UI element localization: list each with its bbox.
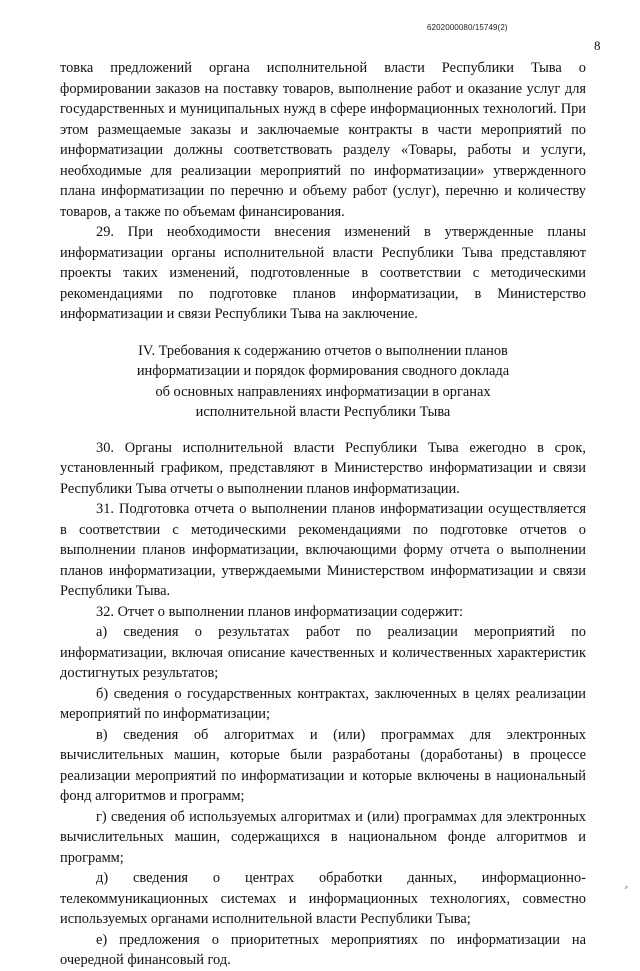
paragraph-continued: товка предложений органа исполнительной власти Республики Тыва о формировании заказов на поставку товаров, выполнение работ и оказание услуг для государственных и муниципальных нужд в сфере информационных технологий. При этом размещаемые заказы и заключаемые контракты в части мероприятий по информатизации должны соответствовать разделу «Товары, работы и услуги, необходимые для реализации мероприятий по информатизации» утвержденного плана информатизации по перечню и объему работ (услуг), перечню и количеству товаров, а также по объемам финансирования. bbox=[60, 60, 586, 220]
list-item-g: г) сведения об используемых алгоритмах и (или) программах для электронных вычислительных машин, содержащихся в национальном фонде алгоритмов и программ; bbox=[60, 808, 586, 866]
list-item-a: а) сведения о результатах работ по реализации мероприятий по информатизации, включая описание качественных и количественных характеристик достигнутых результатов; bbox=[60, 624, 586, 681]
document-code: 6202000080/15749(2) bbox=[427, 23, 508, 32]
list-item-e: е) предложения о приоритетных мероприятиях по информатизации на очередной финансовый год. bbox=[60, 931, 586, 968]
section-heading-line: исполнительной власти Республики Тыва bbox=[195, 404, 451, 420]
section-heading-line: информатизации и порядок формирования сводного доклада bbox=[136, 363, 510, 379]
scan-mark-icon: ⸗ bbox=[624, 882, 628, 893]
section-heading bbox=[60, 341, 586, 423]
page-content bbox=[60, 58, 586, 971]
paragraph-29: 29. При необходимости внесения изменений в утвержденные планы информатизации органы исполнительной власти Республики Тыва представляют проекты таких изменений, подготовленные в соответствии с методическими рекомендациями по подготовке планов информатизации, в Министерство информатизации и связи Республики Тыва на заключение. bbox=[60, 224, 586, 322]
section-heading-line: IV. Требования к содержанию отчетов о выполнении планов bbox=[138, 342, 508, 359]
list-item-b: б) сведения о государственных контрактах, заключенных в целях реализации мероприятий по информатизации; bbox=[60, 685, 586, 722]
paragraph-32: 32. Отчет о выполнении планов информатизации содержит: bbox=[96, 603, 463, 620]
section-heading-line: об основных направлениях информатизации в органах bbox=[155, 383, 491, 400]
paragraph-31: 31. Подготовка отчета о выполнении планов информатизации осуществляется в соответствии с методическими рекомендациями по подготовке отчетов о выполнении планов информатизации, включающими форму отчета о выполнении планов информатизации, утверждаемыми Министерством информатизации и связи Республики Тыва. bbox=[60, 501, 586, 599]
list-item-v: в) сведения об алгоритмах и (или) программах для электронных вычислительных машин, которые были разработаны (доработаны) в процессе реализации мероприятий по информатизации и которые включены в национальный фонд алгоритмов и программ; bbox=[60, 726, 586, 804]
page-number: 8 bbox=[594, 38, 601, 53]
paragraph-30: 30. Органы исполнительной власти Республики Тыва ежегодно в срок, установленный графиком, представляют в Министерство информатизации и связи Республики Тыва отчеты о выполнении планов информатизации. bbox=[60, 439, 586, 497]
list-item-d: д) сведения о центрах обработки данных, информационно-телекоммуникационных системах и информационных технологиях, совместно используемых органами исполнительной власти Республики Тыва; bbox=[60, 870, 586, 927]
